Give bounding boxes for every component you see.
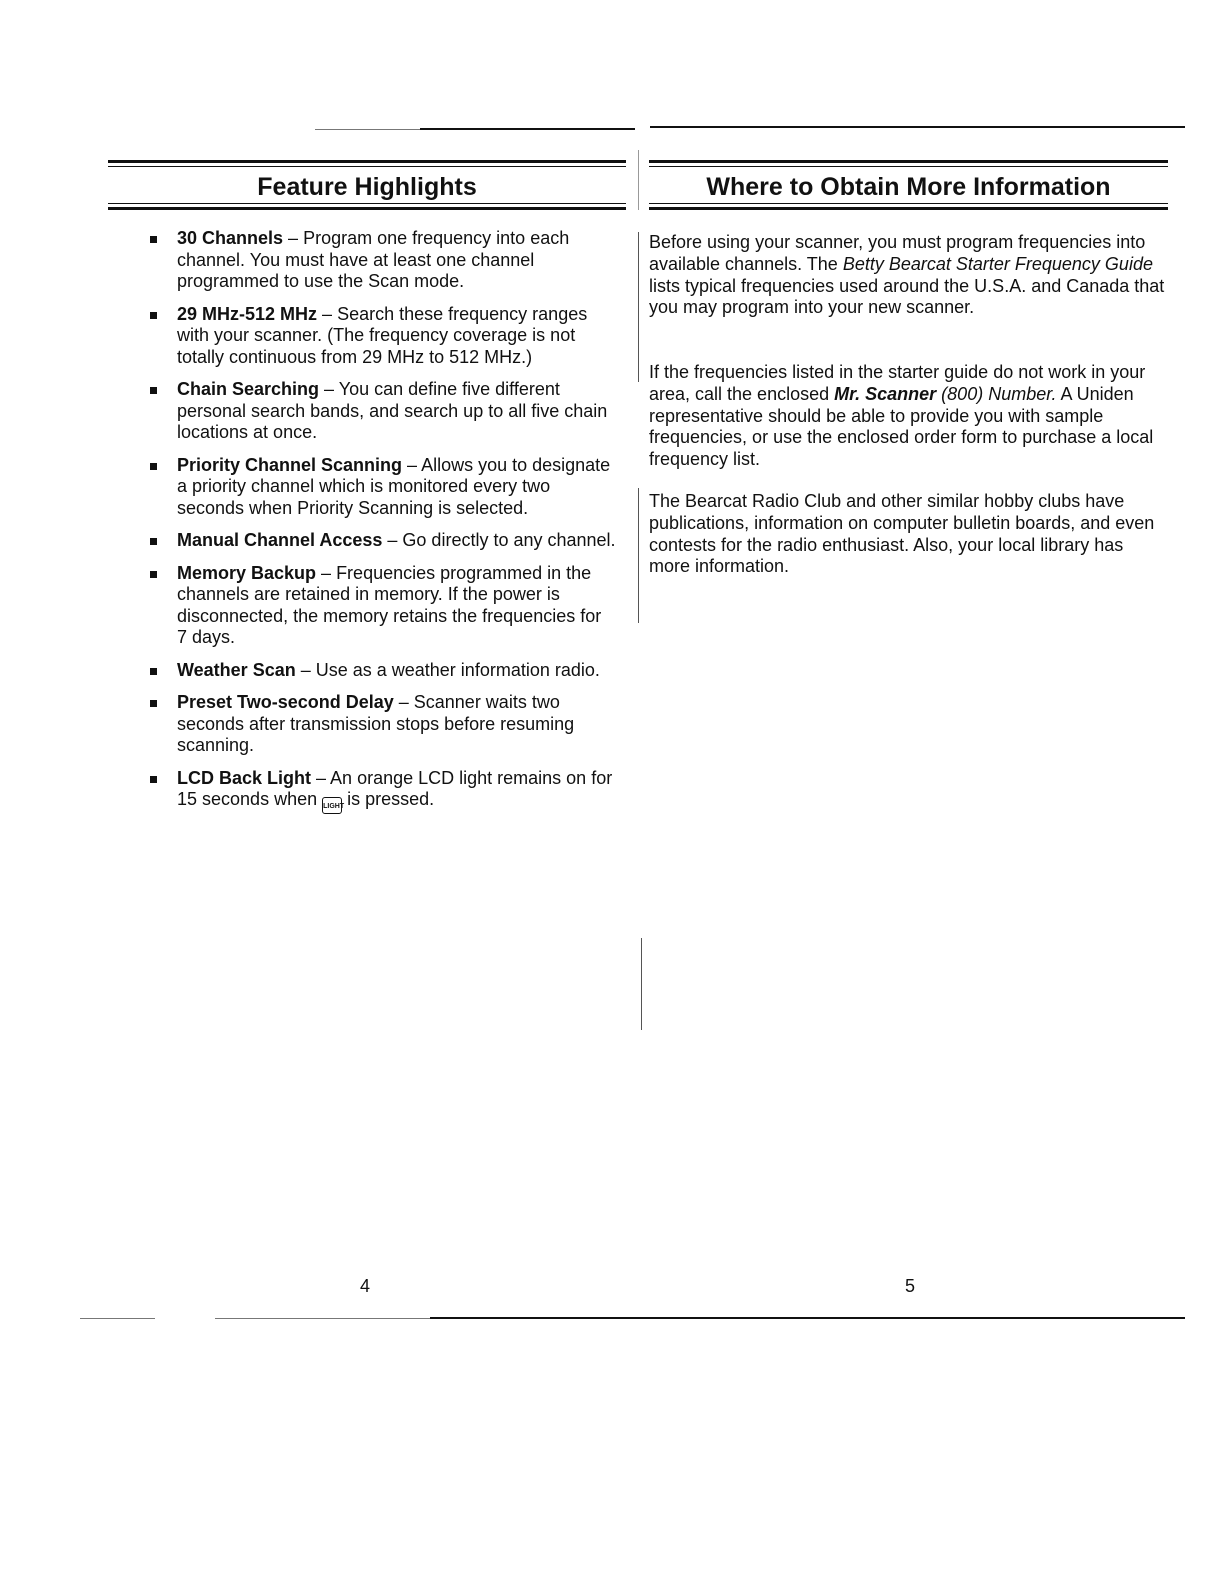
- right-heading-bottom-rule: [649, 207, 1168, 210]
- bullet-icon: [150, 312, 157, 319]
- info-paragraph-3: The Bearcat Radio Club and other similar hobby clubs have publications, information on computer bulletin boards, and even contests for the radio enthusiast. Also, your local library has more information.: [649, 491, 1155, 577]
- feature-separator: –: [311, 767, 331, 788]
- bullet-icon: [150, 387, 157, 394]
- feature-term: Priority Channel Scanning: [177, 454, 403, 475]
- bottom-rule-left-thick: [430, 1317, 645, 1319]
- feature-term: Weather Scan: [177, 659, 296, 680]
- bullet-icon: [150, 668, 157, 675]
- feature-item: [146, 660, 616, 682]
- feature-item: [146, 530, 616, 552]
- feature-term: Chain Searching: [177, 379, 320, 399]
- left-heading: Feature Highlights: [257, 173, 477, 201]
- feature-term: Memory Backup: [177, 562, 317, 583]
- feature-separator: –: [317, 303, 338, 324]
- page-number-right: 5: [905, 1276, 916, 1296]
- feature-separator: –: [382, 530, 403, 550]
- bottom-rule-left-short: [80, 1318, 155, 1319]
- bullet-icon: [150, 236, 157, 243]
- p2-text-a: If the frequencies listed in the starter guide do not work in your area, call the enclosed: [649, 362, 1146, 404]
- feature-desc: Allows you to designate a priority channel which is monitored every two seconds when Priority Scanning is selected.: [177, 454, 611, 518]
- p2-mr-scanner: Mr. Scanner: [834, 383, 937, 404]
- feature-item: [146, 304, 616, 369]
- top-rule-left-thick: [420, 128, 635, 130]
- feature-desc: Go directly to any channel.: [402, 530, 616, 550]
- feature-desc: An orange LCD light remains on for 15 seconds when: [177, 767, 613, 809]
- gutter-line-mid: [638, 232, 639, 382]
- p1-text-a: Before using your scanner, you must program frequencies into available channels. The: [649, 232, 1146, 274]
- p2-text-b: A Uniden representative should be able to provide you with sample frequencies, or use the enclosed order form to purchase a local frequency list.: [649, 383, 1154, 470]
- bullet-icon: [150, 700, 157, 707]
- gutter-line-lower: [638, 488, 639, 623]
- feature-desc: You can define five different personal search bands, and search up to all five chain locations at once.: [177, 379, 608, 442]
- light-key-icon: LIGHT: [322, 797, 342, 814]
- bullet-icon: [150, 538, 157, 545]
- feature-item: [146, 768, 616, 815]
- info-paragraph-2: [649, 362, 1169, 471]
- gutter-line-bottom: [641, 938, 642, 1030]
- feature-item: [146, 563, 616, 649]
- feature-item: [146, 455, 616, 520]
- p2-number: (800) Number.: [936, 383, 1057, 404]
- right-heading-bottom-rule-thin: [649, 203, 1168, 204]
- bullet-icon: [150, 571, 157, 578]
- p1-guide-title: Betty Bearcat Starter Frequency Guide: [842, 253, 1153, 274]
- feature-separator: –: [283, 228, 304, 248]
- bullet-icon: [150, 463, 157, 470]
- feature-term: LCD Back Light: [177, 767, 312, 788]
- left-heading-bottom-rule: [108, 207, 626, 210]
- feature-item: [146, 379, 616, 444]
- feature-desc: Search these frequency ranges with your scanner. (The frequency coverage is not totally continuous from 29 MHz to 512 MHz.): [177, 303, 588, 367]
- feature-desc: Use as a weather information radio.: [315, 659, 600, 680]
- feature-desc: Scanner waits two seconds after transmission stops before resuming scanning.: [177, 692, 575, 755]
- left-heading-top-rule-thin: [108, 166, 626, 167]
- bottom-rule-right: [645, 1317, 1185, 1319]
- feature-desc: Frequencies programmed in the channels are retained in memory. If the power is disconnected, the memory retains the frequencies for 7 days.: [177, 562, 602, 647]
- right-heading-top-rule: [649, 160, 1168, 163]
- gutter-line-top: [638, 150, 639, 210]
- p1-text-b: lists typical frequencies used around the U.S.A. and Canada that you may program into your new scanner.: [649, 275, 1165, 318]
- feature-separator: –: [295, 659, 316, 680]
- feature-separator: –: [319, 379, 339, 399]
- feature-term: Preset Two-second Delay: [177, 692, 394, 712]
- feature-separator: –: [402, 454, 422, 475]
- feature-term: 29 MHz-512 MHz: [177, 303, 318, 324]
- feature-desc: Program one frequency into each channel. You must have at least one channel programmed to use the Scan mode.: [177, 228, 570, 291]
- right-heading: Where to Obtain More Information: [706, 173, 1111, 201]
- feature-term: Manual Channel Access: [177, 530, 383, 550]
- left-heading-top-rule: [108, 160, 626, 163]
- feature-item: [146, 692, 616, 757]
- feature-separator: –: [316, 562, 337, 583]
- feature-separator: –: [393, 692, 414, 712]
- feature-term: 30 Channels: [177, 228, 284, 248]
- right-heading-top-rule-thin: [649, 166, 1168, 167]
- feature-item: [146, 228, 616, 293]
- page-number-left: 4: [360, 1276, 371, 1296]
- bullet-icon: [150, 776, 157, 783]
- info-paragraph-1: [649, 232, 1169, 319]
- top-rule-right: [650, 126, 1185, 128]
- feature-desc-end: is pressed.: [342, 789, 435, 809]
- feature-list: [146, 228, 616, 825]
- left-heading-bottom-rule-thin: [108, 203, 626, 204]
